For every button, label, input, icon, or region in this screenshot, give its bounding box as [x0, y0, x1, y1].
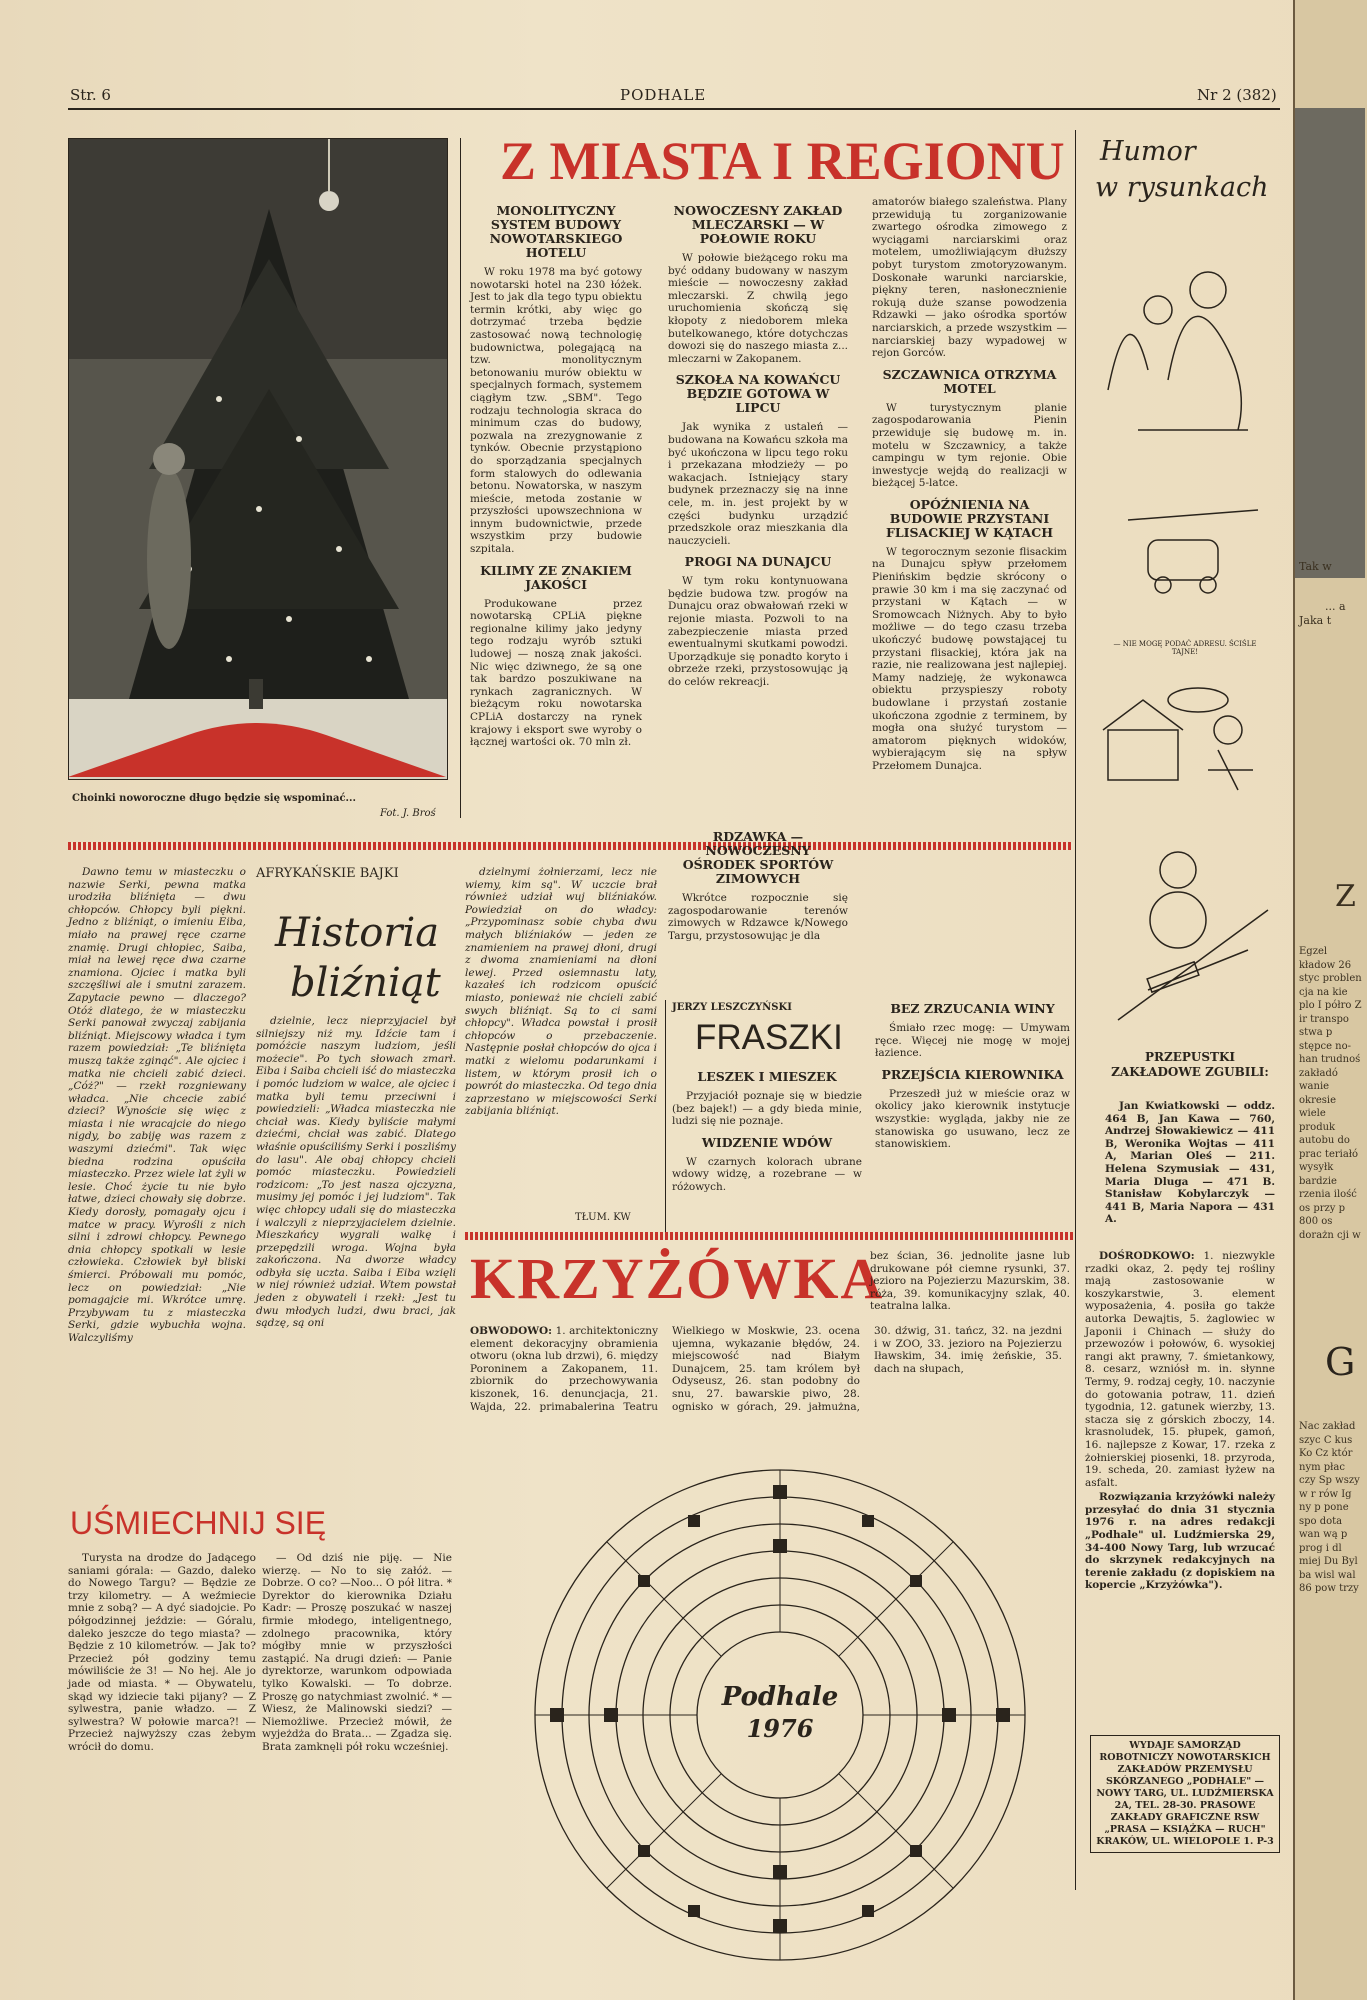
article-text: W połowie bieżącego roku ma być oddany budowany w naszym mieście — nowoczesny zakład mleczarski. Z chwilą jego uruchomienia skończą się kłopoty z niedoborem mleka butelkowanego, które dotychczas dowozi się do naszego miasta z... mleczarni w Zakopanem.	[668, 252, 848, 365]
article-text: W roku 1978 ma być gotowy nowotarski hotel na 230 łóżek. Jest to jak dla tego typu obiektu termin krótki, aby więc go dotrzymać trzeba będzie zastosować nową technologię budownictwa, polegającą na tzw. monolitycznym betonowaniu murów obiektu w specjalnych formach, systemem ciągłym tzw. „SBM". Tego rodzaju technologia skraca do minimum czas do budowy, pozwala na zrezygnowanie z tynków. Obecnie przystąpiono do sporządzania specjalnych form stalowych do odlewania betonu. Nowatorska, w naszym mieście, metoda zostanie w przyszłości upowszechniona w innym budownictwie, przede wszystkim przy budowie szpitala.	[470, 266, 642, 556]
christmas-tree-photo	[68, 138, 448, 780]
fairy-title-1: Historia	[275, 910, 440, 956]
adjacent-page-edge	[1293, 0, 1367, 2000]
cartoon-caption: — NIE MOGĘ PODAĆ ADRESU. ŚCIŚLE TAJNE!	[1113, 640, 1257, 656]
article-text: W turystycznym planie zagospodarowania Pienin przewiduje się budowę m. in. motelu w Szczawnicy, a także campingu w tym rejonie. Obie inwestycje wejdą do realizacji w bieżącej 5-latce.	[872, 401, 1067, 490]
article-title: NOWOCZESNY ZAKŁAD MLECZARSKI — W POŁOWIE ROKU	[673, 203, 843, 246]
crossword-grid	[528, 1425, 1033, 1970]
smile-title: UŚMIECHNIJ SIĘ	[70, 1505, 327, 1541]
crossword-clues-3	[1085, 1250, 1275, 1690]
fairy-text: Dawno temu w miasteczku o nazwie Serki, pewna matka urodziła bliźnięta — dwu chłopców. Chłopcy byli piękni. Jedno z bliźniąt, o imieniu Eiba, miało na prawej ręce czarne znamię. Drugi chłopiec, Saiba, miał na lewej ręce dwa czarne znamiona. Ojciec i matka byli szczęśliwi ale i smutni zarazem. Zapytacie pewno — dlaczego? Otóż dlatego, że w miasteczku Serki panował zwyczaj zabijania bliźniąt. Miejscowy władca i tym razem powiedział: „Te bliźnięta muszą także zginąć". Ale ojciec i matka nie chcieli zabić dzieci. „Cóż?" — rzekł rozgniewany władca. „Nie chcecie zabić dzieci? Wynoście się więc z miasta i nie wracajcie do niego nigdy, bo zabiję was razem z waszymi dziećmi". Tak więc biedna rodzina opuściła miasteczko. Przez wiele lat żyli w lesie. Choć życie tu nie było łatwe, dzieci chowały się dobrze. Kiedy dorosły, pomagały ojcu i matce w pracy. Wyrośli z nich silni i zdrowi chłopcy. Pewnego dnia chłopcy spotkali w lesie człowieka. Człowiek był bliski śmierci. Próbowali mu pomóc, lecz on powiedział: „Nie pomagajcie mi. Wkrótce umrę. Przybywam tu z miasteczka Serki, gdzie wybuchła wojna. Walczyliśmy	[68, 866, 246, 1344]
article-title: MONOLITYCZNY SYSTEM BUDOWY NOWOTARSKIEGO HOTELU	[489, 203, 623, 260]
red-divider	[465, 1232, 1073, 1240]
smile-column-2	[262, 1552, 452, 1922]
fraszka-text: Przeszedł już w mieście oraz w okolicy jako kierownik instytucje wszystkie: wygląda, jakby nie ze stanowiska go usuwano, lecz ze stanowiskiem.	[875, 1087, 1070, 1151]
crossword-lead: DOŚRODKOWO:	[1099, 1250, 1195, 1262]
smile-column-1	[68, 1552, 256, 1922]
fraszki-title: FRASZKI	[695, 1018, 843, 1057]
article-title: PROGI NA DUNAJCU	[684, 554, 832, 570]
fraszka-title: PRZEJŚCIA KIEROWNIKA	[881, 1066, 1064, 1082]
fairy-credit: TŁUM. KW	[575, 1212, 631, 1223]
crossword-text: 1. niezwykle rzadki okaz, 2. pędy tej rośliny mają zastosowanie w koszykarstwie, 3. element wyposażenia, 4. posiła go także autorka Dewajtis, 5. żaglowiec w Japonii i Chinach — służy do przewozów i połowów, 6. wysokiej rangi akt prawny, 7. śmietankowy, 8. cesarz, wzniósł m. in. słynne Termy, 9. rodzaj cegły, 10. naczynie do gotowania potraw, 11. dzień tygodnia, 12. gatunek wierzby, 13. stacza się z górskich zboczy, 14. krasnoludek, 15. płupek, gamoń, 16. najlepsze z Kowar, 17. rzeka z żołnierskiej piosenki, 18. przyroda, 19. scheda, 20. zamiast łyżew na asfalt.	[1085, 1250, 1276, 1489]
rdzawka-article	[668, 822, 848, 942]
news-column-3	[872, 196, 1067, 821]
news-column-1	[470, 196, 642, 821]
masthead-title: PODHALE	[620, 86, 707, 104]
fraszka-text: W czarnych kolorach ubrane wdowy widzę, a rozebrane — w różowych.	[672, 1155, 862, 1193]
fraszki-author: JERZY LESZCZYŃSKI	[672, 1002, 792, 1013]
imprint-box: WYDAJE SAMORZĄD ROBOTNICZY NOWOTARSKICH ZAKŁADÓW PRZEMYSŁU SKÓRZANEGO „PODHALE" — NOWY TARG, UL. LUDŹMIERSKA 2A, TEL. 28-30. PRASOWE ZAKŁADY GRAFICZNE RSW „PRASA — KSIĄŻKA — RUCH" KRAKÓW, UL. WIELOPOLE 1. P-3	[1090, 1735, 1280, 1853]
article-title: OPÓŹNIENIA NA BUDOWIE PRZYSTANI FLISACKIEJ W KĄTACH	[885, 496, 1054, 540]
fairy-title-2: bliźniąt	[290, 960, 441, 1006]
article-text: amatorów białego szaleństwa. Plany przewidują tu zorganizowanie zwartego ośrodka zimowego z wyciągami narciarskimi oraz motelem, umożliwiającym dłuższy pobyt turystom zmotoryzowanym. Doskonałe warunki narciarskie, piękny teren, nasłonecznienie rokują duże szanse powodzenia Rdzawki — jako ośrodka sportów narciarskich, a przede wszystkim — narciarskiej bazy wypadowej w rejon Gorców.	[872, 196, 1067, 360]
edge-text: Nac zakład szyc C kus Ko Cz któr nym płac czy Sp wszy w r rów Ig ny p pone spo dota wan wą p prog i dl miej Du Byl ba wisl wal 86 pow trzy	[1299, 1421, 1360, 1594]
humor-title-2: w rysunkach	[1095, 172, 1269, 203]
edge-text: Z	[1335, 879, 1356, 914]
edge-photo	[1295, 108, 1365, 578]
fairy-text: dzielnymi żołnierzami, lecz nie wiemy, kim są". W uczcie brał również udział wuj bliźniaków. Powiedział on do władcy: „Przypominasz sobie chyba dwu małych bliźniaków — jeden ze znamieniem na prawej dłoni, drugi z dwoma znamieniami na dłoni lewej. Przed osiemnastu laty, kazałeś ich rodzicom opuścić miasto, ponieważ nie chcieli zabić swych bliźniąt. Są to ci sami chłopcy". Władca powstał i prosił chłopców o przebaczenie. Następnie posłał chłopców do ojca i matki z wielomu podarunkami i listem, w którym prosił ich o powrót do miasteczka. Od tego dnia zaprzestano w miejscowości Serki zabijania bliźniąt.	[465, 866, 657, 1118]
article-text: W tym roku kontynuowana będzie budowa tzw. progów na Dunajcu oraz obwałowań rzeki w rejonie miasta. Pozwoli to na zabezpieczenie miasta przed ewentualnymi skutkami powodzi. Uporządkuje się ponadto koryto i obrzeże rzeki, przystosowując ją do celów rekreacji.	[668, 575, 848, 689]
passes-title: PRZEPUSTKI ZAKŁADOWE ZGUBILI:	[1111, 1050, 1269, 1079]
photo-credit: Fot. J. Broś	[380, 808, 436, 819]
article-text: Wkrótce rozpocznie się zagospodarowanie terenów zimowych w Rdzawce k/Nowego Targu, przystosowując je dla	[668, 892, 848, 942]
article-text: Produkowane przez nowotarską CPLiA piękne regionalne kilimy jako jedyny tego rodzaju wyrób sztuki ludowej — noszą znak jakości. Nic więc dziwnego, że są one tak bardzo poszukiwane na rynkach zagranicznych. W bieżącym roku nowotarska CPLiA dostarczy na rynek krajowy i eksport swe wyroby o łącznej wartości ok. 70 mln zł.	[470, 597, 642, 749]
column-rule	[460, 138, 461, 818]
column-rule	[665, 1000, 666, 1235]
crossword-clues-1	[470, 1325, 1062, 1425]
article-title: KILIMY ZE ZNAKIEM JAKOŚCI	[480, 562, 632, 592]
smile-text: Turysta na drodze do Jadącego saniami górala: — Gazdo, daleko do Nowego Targu? — Będzie ze trzy kilometry. — A weźmiecie mnie z sobą? — A dyć siadojcie. Po półgodzinnej jeździe: — Góralu, daleko jeszcze do tego miasta? — Będzie z 10 kilometrów. — Jak to? Przecież pół godziny temu mówiliście że 3! — No hej. Ale jo jade od miasta. * — Obywatelu, skąd wy idziecie taki pijany? — Z sylwestra, panie władzo. — Z sylwestra? W połowie marca?! — Przecież najwyższy czas żebym wrócił do domu.	[68, 1552, 256, 1753]
article-text: W tegorocznym sezonie flisackim na Dunajcu spływ przełomem Pienińskim będzie skrócony o prawie 30 km i ma się zaczynać od przystani w Kątach — w Sromowcach Niżnych. Aby to było możliwe — do tego czasu trzeba ukończyć budowę powstającej tu przystani flisackiej, która jak na razie, nie realizowana jest najlepiej. Mamy nadzieję, że wykonawca obiektu przyspieszy roboty budowlane i przystań zostanie ukończona zgodnie z terminem, by mogła ona służyć turystom — amatorom pięknych widoków, wybierającym się na spływ Przełomem Dunajca.	[872, 545, 1067, 772]
fraszka-text: Przyjaciół poznaje się w biedzie (bez bajek!) — a gdy bieda minie, ludzi się nie poznaje.	[672, 1090, 862, 1128]
edge-text: G	[1325, 1340, 1356, 1384]
edge-text: Tak w	[1299, 560, 1332, 573]
red-divider	[68, 842, 1073, 850]
fairy-text: dzielnie, lecz nieprzyjaciel był silniejszy niż my. Idźcie tam i pomóżcie naszym ludziom, jeśli możecie". Po tych słowach zmarł. Eiba i Saiba chcieli iść do miasteczka i pomóc ludziom w walce, ale ojciec i matka byli temu przeciwni i powiedzieli: „Władca miasteczka nie chciał was. Kiedy byliście małymi dziećmi, chciał was zabić. Dlatego właśnie opuściliśmy Serki i poszliśmy do lasu". Ale obaj chłopcy chcieli pomóc miasteczku. Powiedzieli rodzicom: „To jest nasza ojczyzna, musimy jej pomóc i jej ludziom". Tak więc chłopcy udali się do miasteczka i walczyli z nieprzyjacielem dzielnie. Mieszkańcy wygrali walkę i przepędzili wroga. Wojna była zakończona. Na dworze władcy odbyła się uczta. Saiba i Eiba wzięli w niej również udział. Wtem powstał jeden z obywateli i rzekł: „Jest tu dwu młodych ludzi, dwu braci, jak sądzę, są oni	[256, 1015, 456, 1330]
crossword-title: KRZYŻÓWKA	[470, 1246, 885, 1311]
emblem-text-1: Podhale	[721, 1682, 839, 1712]
fraszka-title: WIDZENIE WDÓW	[701, 1134, 833, 1150]
smile-text: — Od dziś nie piję. — Nie wierzę. — No to się załóż. — Dobrze. O co? —Noo... O pół litra. * Dyrektor do kierownika Działu Kadr: — Proszę poszukać w naszej firmie młodego, inteligentnego, zdolnego pracownika, który mógłby mnie w przyszłości zastąpić. Na drugi dzień: — Panie dyrektorze, warunkom odpowiada tylko Kowalski. — To dobrze. Proszę go natychmiast zwolnić. * — Wiesz, że Malinowski siedzi? — Niemożliwe. Przecież mówił, że wyjeżdża do Brata... — Zgadza się. Brata zamknęli pół roku wcześniej.	[262, 1552, 452, 1753]
tree-illustration	[69, 139, 447, 779]
section-title: Z MIASTA I REGIONU	[500, 131, 1065, 191]
header-rule	[68, 108, 1280, 110]
issue-number: Nr 2 (382)	[1197, 86, 1277, 104]
column-rule	[1075, 130, 1076, 1890]
article-title: SZKOŁA NA KOWAŃCU BĘDZIE GOTOWA W LIPCU	[675, 372, 841, 416]
crossword-text: 1. architektoniczny element dekoracyjny obramienia otworu (okna lub drzwi), 6. między Poroninem a Zakopanem, 11. zbiornik do przechowywania kiszonek, 16. denuncjacja, 21. Wajda, 22. primabalerina Teatru Wielkiego w Moskwie, 23. ocena ujemna, wykazanie błędów, 24. miejscowość nad Białym Dunajcem, 25. tam królem był Odyseusz, 26. stan podobny do snu, 27. bawarskie piwo, 28. ognisko w górach, 29. jałmużna, 30. dźwig, 31. tańcz, 32. na jezdni i w ZOO, 33. jezioro na Pojezierzu Iławskim, 34. imię żeńskie, 35. dach na słupach,	[470, 1325, 1062, 1413]
passes-list	[1105, 1100, 1275, 1240]
news-column-2	[668, 196, 848, 821]
article-text: Jak wynika z ustaleń — budowana na Kowańcu szkoła ma być ukończona w lipcu tego roku i przekazana młodzieży — po wakacjach. Istniejący stary budynek przeznaczy się na inne cele, m. in. jest projekt by w części budynku urządzić przedszkole oraz mieszkania dla nauczycieli.	[668, 421, 848, 547]
passes-text: Jan Kwiatkowski — oddz. 464 B, Jan Kawa — 760, Andrzej Słowakiewicz — 411 B, Weronika Wojtas — 411 A, Marian Oleś — 211. Helena Szymusiak — 431, Maria Dluga — 471 B. Stanisław Kobylarczyk — 441 B, Maria Napora — 431 A.	[1105, 1100, 1275, 1226]
fraszka-text: Śmiało rzec mogę: — Umywam ręce. Więcej nie mogę w mojej łazience.	[875, 1022, 1070, 1060]
crossword-clues-2	[870, 1250, 1070, 1430]
fraszka-title: LESZEK I MIESZEK	[697, 1069, 837, 1084]
crossword-text: bez ścian, 36. jednolite jasne lub drukowane pół ciemne rysunki, 37. jezioro na Pojezierzu Mazurskim, 38. róża, 39. komunikacyjny szlak, 40. teatralna lalka.	[870, 1250, 1070, 1313]
crossword-lead: OBWODOWO:	[470, 1325, 553, 1337]
emblem-text-2: 1976	[746, 1714, 814, 1743]
page-number: Str. 6	[70, 86, 111, 104]
fairy-kicker: AFRYKAŃSKIE BAJKI	[256, 866, 399, 881]
article-title: SZCZAWNICA OTRZYMA MOTEL	[882, 366, 1057, 396]
fairy-column-3	[465, 866, 657, 1206]
fairy-column-2	[256, 1015, 456, 1525]
edge-text: Egzel kładow 26 styc problen cja na kie plo I półro Z ir transpo stwa p stępce no-han trudnoś zakładó wanie okresie wiele produk autobu do prac teriałó wysyłk bardzie rzenia ilość os przy p 800 os dorażn cji w	[1299, 946, 1362, 1241]
fairy-column-1	[68, 866, 246, 1526]
article-title: RDZAWKA — NOWOCZESNY OŚRODEK SPORTÓW ZIMOWYCH	[682, 829, 834, 886]
fraszki-column-2	[875, 1002, 1070, 1230]
humor-title-1: Humor	[1100, 136, 1196, 167]
edge-text: ... a	[1325, 600, 1346, 613]
edge-text: Jaka t	[1299, 614, 1332, 627]
crossword-solution: Rozwiązania krzyżówki należy przesyłać do dnia 31 stycznia 1976 r. na adres redakcji „Podhale" ul. Ludźmierska 29, 34-400 Nowy Targ, lub wrzucać do skrzynek redakcyjnych na terenie zakładu (z dopiskiem na kopercie „Krzyżówka").	[1085, 1491, 1275, 1592]
fraszka-title: BEZ ZRZUCANIA WINY	[890, 1001, 1055, 1016]
fraszki-column-1	[672, 1070, 862, 1230]
photo-caption: Choinki noworoczne długo będzie się wspominać...	[72, 793, 356, 804]
red-mountain-graphic	[68, 715, 446, 780]
